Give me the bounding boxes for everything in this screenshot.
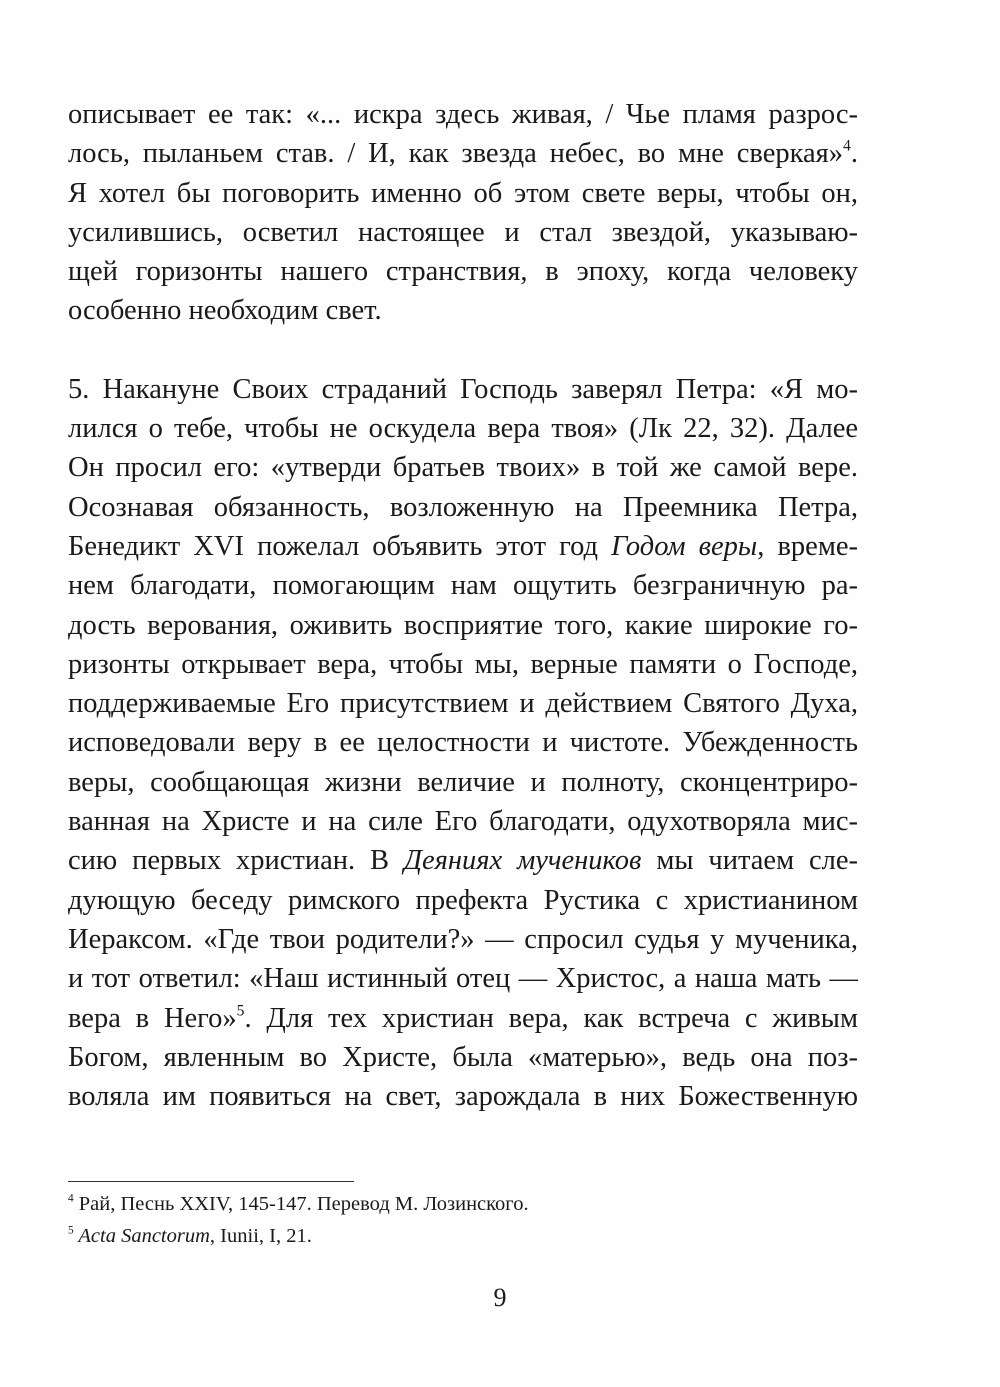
text-line: 5. Накануне Своих страданий Господь заверял Петра: «Я мо- bbox=[68, 373, 858, 405]
text-line: описывает ее так: «... искра здесь живая, / Чье пламя разрос- bbox=[68, 99, 858, 130]
footnote-4 bbox=[68, 1188, 529, 1220]
footnote-text: , Iunii, I, 21. bbox=[209, 1225, 312, 1247]
text-run: сию первых христиан. В bbox=[68, 845, 404, 877]
page-number: 9 bbox=[493, 1283, 507, 1312]
footnote-divider bbox=[68, 1181, 354, 1182]
paragraph-gap bbox=[68, 331, 858, 370]
text-line: Богом, явленным во Христе, была «матерью», ведь она поз- bbox=[68, 1041, 858, 1073]
paragraph-2 bbox=[68, 370, 858, 1117]
footnote-ref-4[interactable]: 4 bbox=[843, 137, 851, 155]
text-line: усилившись, осветил настоящее и стал звездой, указываю- bbox=[68, 216, 858, 248]
main-text bbox=[68, 95, 858, 1116]
text-line: Я хотел бы поговорить именно об этом свете веры, чтобы он, bbox=[68, 177, 858, 209]
text-line: ванная на Христе и на силе Его благодати, одухотворяла мис- bbox=[68, 806, 858, 838]
italic-title: Годом веры bbox=[611, 530, 758, 562]
text-line: лился о тебе, чтобы не оскудела вера твоя» (Лк 22, 32). Далее bbox=[68, 413, 858, 445]
text-run: Бенедикт XVI пожелал объявить этот год bbox=[68, 530, 612, 562]
footnote-mark: 4 bbox=[68, 1192, 74, 1205]
text-line: ризонты открывает вера, чтобы мы, верные памяти о Господе, bbox=[68, 648, 858, 680]
footnote-mark: 5 bbox=[68, 1224, 74, 1237]
text-line: Он просил его: «утверди братьев твоих» в той же самой вере. bbox=[68, 452, 858, 484]
text-line: дующую беседу римского префекта Рустика с христианином bbox=[68, 884, 858, 916]
text-run: мы читаем сле- bbox=[641, 845, 859, 877]
text-line: нем благодати, помогающим нам ощутить безграничную ра- bbox=[68, 570, 858, 602]
text-run: . bbox=[850, 138, 858, 170]
text-line: веры, сообщающая жизни величие и полноту, сконцентриро- bbox=[68, 766, 858, 798]
footnote-italic: Acta Sanctorum bbox=[73, 1225, 210, 1247]
footnote-5 bbox=[68, 1220, 529, 1252]
text-run: . Для тех христиан вера, как встреча с живым bbox=[244, 1002, 858, 1034]
text-run: вера в Него» bbox=[68, 1002, 237, 1034]
text-line: дость верования, оживить восприятие того, какие широкие го- bbox=[68, 609, 858, 641]
text-line bbox=[68, 999, 858, 1038]
footnote-ref-5[interactable]: 5 bbox=[236, 1001, 245, 1019]
text-line: и тот ответил: «Наш истинный отец — Христос, а наша мать — bbox=[68, 963, 858, 995]
text-line: исповедовали веру в ее целостности и чистоте. Убежденность bbox=[68, 727, 858, 759]
text-line: Осознавая обязанность, возложенную на Преемника Петра, bbox=[68, 491, 858, 523]
text-line: особенно необходим свет. bbox=[68, 295, 382, 327]
footnote-text: Рай, Песнь XXIV, 145-147. Перевод М. Лозинского. bbox=[73, 1193, 529, 1215]
text-line: воляла им появиться на свет, зарождала в них Божественную bbox=[68, 1081, 858, 1113]
text-run: лось, пыланьем став. / И, как звезда небес, во мне сверкая» bbox=[68, 138, 844, 170]
paragraph-1 bbox=[68, 95, 858, 331]
text-run: , време- bbox=[757, 530, 858, 562]
text-line bbox=[68, 134, 858, 173]
text-line: щей горизонты нашего странствия, в эпоху, когда человеку bbox=[68, 256, 858, 288]
footnotes bbox=[68, 1188, 529, 1252]
text-line: Иераксом. «Где твои родители?» — спросил судья у мученика, bbox=[68, 923, 858, 955]
text-line bbox=[68, 841, 858, 880]
text-line bbox=[68, 527, 858, 566]
text-line: поддерживаемые Его присутствием и действием Святого Духа, bbox=[68, 688, 858, 720]
italic-title: Деяниях мучеников bbox=[403, 845, 642, 877]
